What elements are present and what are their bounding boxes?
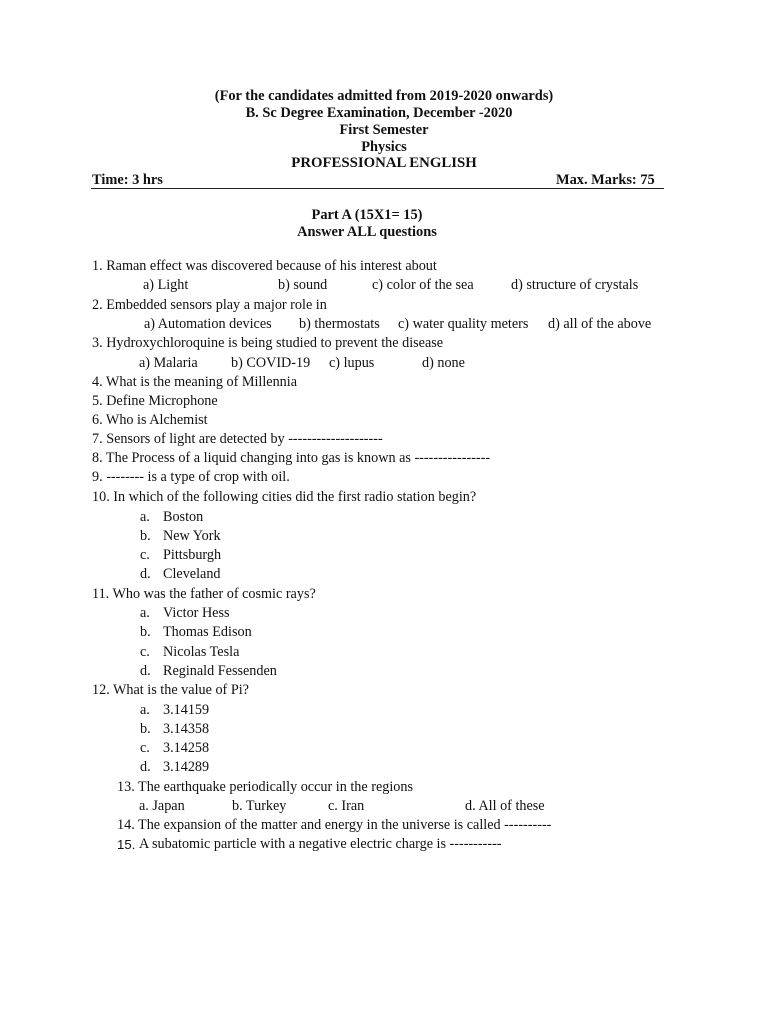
question-12: 12. What is the value of Pi? bbox=[92, 682, 249, 698]
q13-option-a: a. Japan bbox=[139, 798, 185, 814]
q3-option-a: a) Malaria bbox=[139, 355, 198, 371]
q3-option-d: d) none bbox=[422, 355, 465, 371]
q2-option-b: b) thermostats bbox=[299, 316, 380, 332]
q11-option-c: Nicolas Tesla bbox=[163, 644, 240, 660]
q11-option-d: Reginald Fessenden bbox=[163, 663, 277, 679]
question-8: 8. The Process of a liquid changing into gas is known as ---------------- bbox=[92, 450, 491, 466]
question-15-number: 15. bbox=[117, 837, 136, 852]
q12-option-c: 3.14258 bbox=[163, 740, 210, 756]
q2-option-d: d) all of the above bbox=[548, 316, 652, 332]
q10-option-b-letter: b. bbox=[140, 528, 151, 544]
q13-option-b: b. Turkey bbox=[232, 798, 287, 814]
q1-option-c: c) color of the sea bbox=[372, 277, 474, 293]
header-divider bbox=[91, 188, 664, 189]
q10-option-a-letter: a. bbox=[140, 509, 150, 525]
time-label: Time: 3 hrs bbox=[92, 172, 163, 188]
question-7: 7. Sensors of light are detected by -------------------- bbox=[92, 431, 383, 447]
semester-label: First Semester bbox=[339, 122, 429, 138]
question-13: 13. The earthquake periodically occur in the regions bbox=[117, 779, 413, 795]
question-9: 9. -------- is a type of crop with oil. bbox=[92, 469, 290, 485]
q12-option-a: 3.14159 bbox=[163, 702, 210, 718]
q12-option-c-letter: c. bbox=[140, 740, 150, 756]
q2-option-a: a) Automation devices bbox=[144, 316, 272, 332]
q13-option-d: d. All of these bbox=[465, 798, 545, 814]
q12-option-d: 3.14289 bbox=[163, 759, 210, 775]
q1-option-d: d) structure of crystals bbox=[511, 277, 639, 293]
question-5: 5. Define Microphone bbox=[92, 393, 218, 409]
q10-option-c: Pittsburgh bbox=[163, 547, 222, 563]
q10-option-d: Cleveland bbox=[163, 566, 221, 582]
question-1: 1. Raman effect was discovered because of his interest about bbox=[92, 258, 437, 274]
admission-note: (For the candidates admitted from 2019-2020 onwards) bbox=[214, 88, 554, 104]
q11-option-a: Victor Hess bbox=[163, 605, 230, 621]
q3-option-c: c) lupus bbox=[329, 355, 375, 371]
question-4: 4. What is the meaning of Millennia bbox=[92, 374, 298, 390]
q10-option-d-letter: d. bbox=[140, 566, 151, 582]
part-instruction: Answer ALL questions bbox=[297, 224, 437, 240]
q11-option-a-letter: a. bbox=[140, 605, 150, 621]
q1-option-a: a) Light bbox=[143, 277, 189, 293]
q3-option-b: b) COVID-19 bbox=[231, 355, 311, 371]
question-6: 6. Who is Alchemist bbox=[92, 412, 208, 428]
q13-option-c: c. Iran bbox=[328, 798, 365, 814]
q10-option-c-letter: c. bbox=[140, 547, 150, 563]
exam-title: B. Sc Degree Examination, December -2020 bbox=[245, 105, 513, 121]
question-15: A subatomic particle with a negative electric charge is ----------- bbox=[139, 836, 502, 852]
q2-option-c: c) water quality meters bbox=[398, 316, 529, 332]
q12-option-b: 3.14358 bbox=[163, 721, 210, 737]
q11-option-b-letter: b. bbox=[140, 624, 151, 640]
part-title: Part A (15X1= 15) bbox=[311, 207, 423, 223]
max-marks-label: Max. Marks: 75 bbox=[556, 172, 655, 188]
question-2: 2. Embedded sensors play a major role in bbox=[92, 297, 327, 313]
q10-option-b: New York bbox=[163, 528, 221, 544]
q10-option-a: Boston bbox=[163, 509, 204, 525]
question-14: 14. The expansion of the matter and energy in the universe is called ---------- bbox=[117, 817, 552, 833]
q12-option-d-letter: d. bbox=[140, 759, 151, 775]
q11-option-c-letter: c. bbox=[140, 644, 150, 660]
question-10: 10. In which of the following cities did the first radio station begin? bbox=[92, 489, 477, 505]
q1-option-b: b) sound bbox=[278, 277, 328, 293]
question-11: 11. Who was the father of cosmic rays? bbox=[92, 586, 316, 602]
q11-option-d-letter: d. bbox=[140, 663, 151, 679]
paper-title: PROFESSIONAL ENGLISH bbox=[291, 155, 477, 171]
q12-option-a-letter: a. bbox=[140, 702, 150, 718]
question-3: 3. Hydroxychloroquine is being studied to prevent the disease bbox=[92, 335, 444, 351]
q12-option-b-letter: b. bbox=[140, 721, 151, 737]
subject-label: Physics bbox=[361, 139, 407, 155]
q11-option-b: Thomas Edison bbox=[163, 624, 252, 640]
